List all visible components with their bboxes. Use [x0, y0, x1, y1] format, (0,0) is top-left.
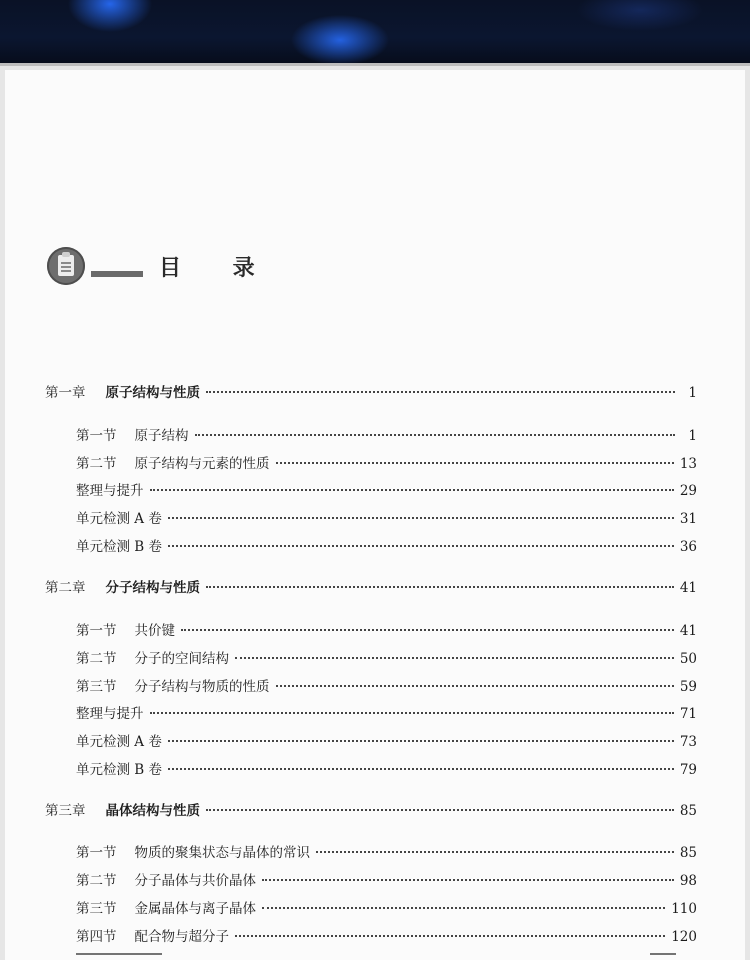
dot-leader [168, 545, 674, 547]
dot-leader [262, 907, 665, 909]
toc-entry-page: 13 [679, 456, 697, 472]
toc-entry-title: 分子晶体与共价晶体 [134, 873, 256, 889]
toc-entry-number: 第三节 [76, 901, 117, 917]
dot-leader [276, 462, 674, 464]
toc-entry-number: 第一节 [76, 428, 117, 444]
toc-entry-page: 59 [679, 679, 697, 695]
toc-entry[interactable] [76, 927, 697, 947]
toc-entry-number: 第二章 [45, 580, 86, 596]
toc-entry-title: 整理与提升 [76, 706, 144, 722]
toc-entry-page: 36 [679, 539, 697, 555]
toc-entry[interactable] [76, 537, 697, 557]
toc-entry-number: 第三节 [76, 679, 117, 695]
toc-entry-page: 73 [679, 734, 697, 750]
dot-leader [235, 657, 674, 659]
toc-entry-page: 85 [679, 845, 697, 861]
toc-heading [47, 246, 277, 286]
dot-leader [168, 740, 674, 742]
toc-entry-number: 第二节 [76, 456, 117, 472]
toc-entry-number: 第二节 [76, 873, 117, 889]
toc-entry-page: 71 [679, 706, 697, 722]
toc-entry-number: 第二节 [76, 651, 117, 667]
toc-entry-title: 分子结构与物质的性质 [134, 679, 270, 695]
dot-leader [168, 517, 674, 519]
toc-entry-page: 29 [679, 483, 697, 499]
dot-leader [150, 489, 674, 491]
toc-entry-title: 金属晶体与离子晶体 [134, 901, 256, 917]
toc-entry-page: 120 [671, 929, 697, 945]
toc-entry[interactable] [76, 509, 697, 529]
toc-entry-page: 50 [679, 651, 697, 667]
document-page [5, 70, 745, 960]
heading-decoration-bar [91, 271, 143, 277]
toc-entry-number: 第三章 [45, 803, 86, 819]
dot-leader [316, 851, 674, 853]
toc-entry-page: 31 [679, 511, 697, 527]
toc-entry-title: 分子的空间结构 [134, 651, 229, 667]
toc-entry-page: 41 [679, 580, 697, 596]
toc-chapter-2[interactable] [45, 578, 697, 598]
dot-leader [262, 879, 674, 881]
toc-entry-page: 1 [688, 385, 697, 401]
dot-leader [206, 586, 674, 588]
toc-entry[interactable] [76, 454, 697, 474]
toc-entry-number: 第一章 [45, 385, 86, 401]
toc-entry-title: 物质的聚集状态与晶体的常识 [134, 845, 310, 861]
toc-entry-page: 1 [688, 428, 697, 444]
toc-entry-title: 单元检测 B 卷 [76, 762, 163, 778]
toc-entry[interactable] [76, 677, 697, 697]
page-title: 目 录 [159, 255, 277, 281]
toc-entry[interactable] [76, 843, 697, 863]
toc-entry[interactable] [76, 871, 697, 891]
dot-leader [168, 768, 674, 770]
toc-chapter-3[interactable] [45, 801, 697, 821]
toc-entry-page: 85 [679, 803, 697, 819]
toc-entry-title: 整理与提升 [76, 483, 144, 499]
toc-entry[interactable] [76, 760, 697, 780]
toc-entry[interactable] [76, 426, 697, 446]
toc-entry-title: 晶体结构与性质 [105, 803, 200, 819]
dot-leader [206, 391, 675, 393]
toc-entry-title: 分子结构与性质 [105, 580, 200, 596]
dot-leader [195, 434, 676, 436]
dot-leader [276, 685, 674, 687]
toc-entry-title: 单元检测 A 卷 [76, 511, 162, 527]
toc-entry[interactable] [76, 481, 697, 501]
toc-entry[interactable] [76, 732, 697, 752]
toc-entry-title: 原子结构与元素的性质 [134, 456, 270, 472]
toc-entry-number: 第一节 [76, 623, 117, 639]
toc-entry-page: 98 [679, 873, 697, 889]
toc-entry[interactable] [76, 621, 697, 641]
toc-entry-title: 共价键 [134, 623, 175, 639]
toc-entry[interactable] [76, 899, 697, 919]
toc-entry-page: 110 [671, 901, 697, 917]
toc-entry-title: 原子结构与性质 [105, 385, 200, 401]
book-icon [47, 247, 85, 285]
toc-entry-number: 第一节 [76, 845, 117, 861]
dot-leader [235, 935, 665, 937]
toc-entry-title: 原子结构 [134, 428, 189, 444]
dot-leader [206, 809, 674, 811]
dot-leader [181, 629, 674, 631]
toc-entry-page: 79 [679, 762, 697, 778]
toc-entry[interactable] [76, 704, 697, 724]
toc-entry-title: 配合物与超分子 [134, 929, 229, 945]
dot-leader [150, 712, 674, 714]
top-banner-image [0, 0, 750, 66]
toc-entry-title: 单元检测 B 卷 [76, 539, 163, 555]
toc-entry-title: 单元检测 A 卷 [76, 734, 162, 750]
toc-chapter-1[interactable] [45, 383, 697, 403]
toc-entry-number: 第四节 [76, 929, 117, 945]
toc-entry[interactable] [76, 649, 697, 669]
cut-off-next-entry [76, 953, 676, 960]
toc-entry-page: 41 [679, 623, 697, 639]
